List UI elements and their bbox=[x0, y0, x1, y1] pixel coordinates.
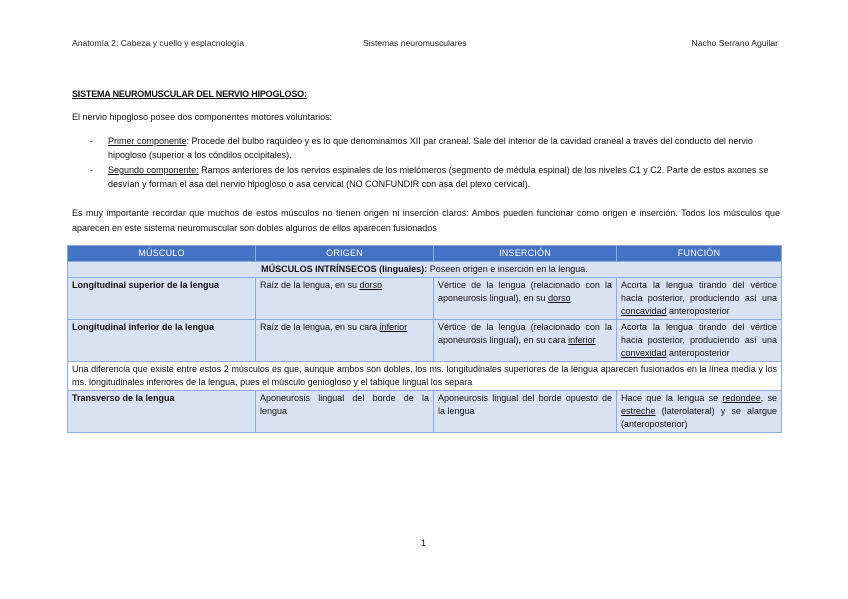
list-item bbox=[90, 164, 780, 191]
section-text: Poseen origen e inserción en la lengua. bbox=[427, 264, 588, 274]
function-text-end: anteroposterior bbox=[666, 348, 730, 358]
insertion-cell: Aponeurosis lingual del borde opuesto de la lengua bbox=[434, 391, 617, 433]
function-text: Hace que la lengua se bbox=[621, 393, 723, 403]
list-item bbox=[90, 135, 780, 162]
origin-cell bbox=[256, 320, 434, 362]
function-text: Acorta la lengua tirando del vértice hacia posterior, produciendo así una bbox=[621, 280, 777, 303]
muscle-cell: Longitudinal inferior de la lengua bbox=[68, 320, 256, 362]
function-cell bbox=[617, 391, 782, 433]
column-header-insertion: INSERCIÓN bbox=[434, 246, 617, 262]
header-center: Sistemas neuromusculares bbox=[363, 38, 467, 48]
muscle-table bbox=[67, 245, 782, 433]
bullet-text: : Procede del bulbo raquídeo y es lo que denominamos XII par craneal. Sale del interior de la cavidad craneal a través del conducto del nervio hipogloso (superior a los cóndilos occipitales). bbox=[108, 136, 753, 160]
origin-emph: dorso bbox=[359, 280, 383, 290]
component-list bbox=[90, 135, 780, 193]
function-text: Acorta la lengua tirando del vértice hacia posterior, produciendo así una bbox=[621, 322, 777, 345]
function-text-end: (laterolateral) y se alargue (anteroposterior) bbox=[621, 406, 777, 429]
page-number: 1 bbox=[421, 538, 427, 548]
function-emph: convexidad bbox=[621, 348, 667, 358]
muscle-cell: Transverso de la lengua bbox=[68, 391, 256, 433]
column-header-function: FUNCIÓN bbox=[617, 246, 782, 262]
origin-text: Raíz de la lengua, en su bbox=[260, 280, 360, 290]
bullet-label: Segundo componente: bbox=[108, 165, 199, 175]
function-emph: redondee bbox=[722, 393, 761, 403]
section-title: SISTEMA NEUROMUSCULAR DEL NERVIO HIPOGLOSO: bbox=[72, 89, 307, 99]
section-cell bbox=[68, 262, 782, 278]
bullet-text: Ramos anteriores de los nervios espinales de los mielómeros (segmento de médula espinal) de los niveles C1 y C2. Parte de estos axones se desvían y forman el asa del nervio hipogloso o asa cervical (NO CONFUNDIR con asa del plexo cervical). bbox=[108, 165, 769, 189]
muscle-cell: Longitudinal superior de la lengua bbox=[68, 278, 256, 320]
function-text-end: anteroposterior bbox=[666, 306, 730, 316]
intro-text: El nervio hipogloso posee dos componentes motores voluntarios: bbox=[72, 112, 333, 122]
insertion-cell bbox=[434, 320, 617, 362]
table-header-row bbox=[68, 246, 782, 262]
insertion-text: Vértice de la lengua (relacionado con la aponeurosis lingual), en su cara bbox=[438, 322, 612, 345]
bullet-dash: - bbox=[90, 165, 93, 175]
section-row bbox=[68, 262, 782, 278]
origin-emph: inferior bbox=[379, 322, 408, 332]
function-text-mid: , se bbox=[760, 393, 777, 403]
table-row bbox=[68, 278, 782, 320]
column-header-origin: ORIGEN bbox=[256, 246, 434, 262]
header-left: Anatomía 2: Cabeza y cuello y esplacnología bbox=[72, 38, 244, 48]
note-row bbox=[68, 362, 782, 391]
function-cell bbox=[617, 278, 782, 320]
insertion-emph: dorso bbox=[548, 293, 571, 303]
header-right: Nacho Serrano Aguilar bbox=[691, 38, 778, 48]
table-row bbox=[68, 320, 782, 362]
origin-cell bbox=[256, 278, 434, 320]
note-cell: Una diferencia que existe entre estos 2 músculos es que, aunque ambos son dobles, los ms. longitudinales superiores de la lengua aparecen fusionados en la línea media y los ms. longitudinales inferiores de la lengua, pues el músculo geniogloso y el tabique lingual los separa bbox=[68, 362, 782, 391]
insertion-text: Vértice de la lengua (relacionado con la aponeurosis lingual), en su bbox=[438, 280, 612, 303]
note-paragraph: Es muy importante recordar que muchos de estos músculos no tienen origen ni inserción claros: Ambos pueden funcionar como origen e inserción. Todos los músculos que aparecen en este sistema neuromuscular son dobles algunos de ellos aparecen fusionados bbox=[72, 208, 780, 233]
bullet-label: Primer componente bbox=[108, 136, 187, 146]
origin-cell: Aponeurosis lingual del borde de la lengua bbox=[256, 391, 434, 433]
column-header-muscle: MÚSCULO bbox=[68, 246, 256, 262]
table-row bbox=[68, 391, 782, 433]
insertion-emph: inferior bbox=[568, 335, 596, 345]
function-emph-2: estreche bbox=[621, 406, 656, 416]
function-cell bbox=[617, 320, 782, 362]
bullet-dash: - bbox=[90, 136, 93, 146]
section-label: MÚSCULOS INTRÍNSECOS (linguales): bbox=[261, 264, 428, 274]
insertion-cell bbox=[434, 278, 617, 320]
function-emph: concavidad bbox=[621, 306, 667, 316]
origin-text: Raíz de la lengua, en su cara bbox=[260, 322, 380, 332]
